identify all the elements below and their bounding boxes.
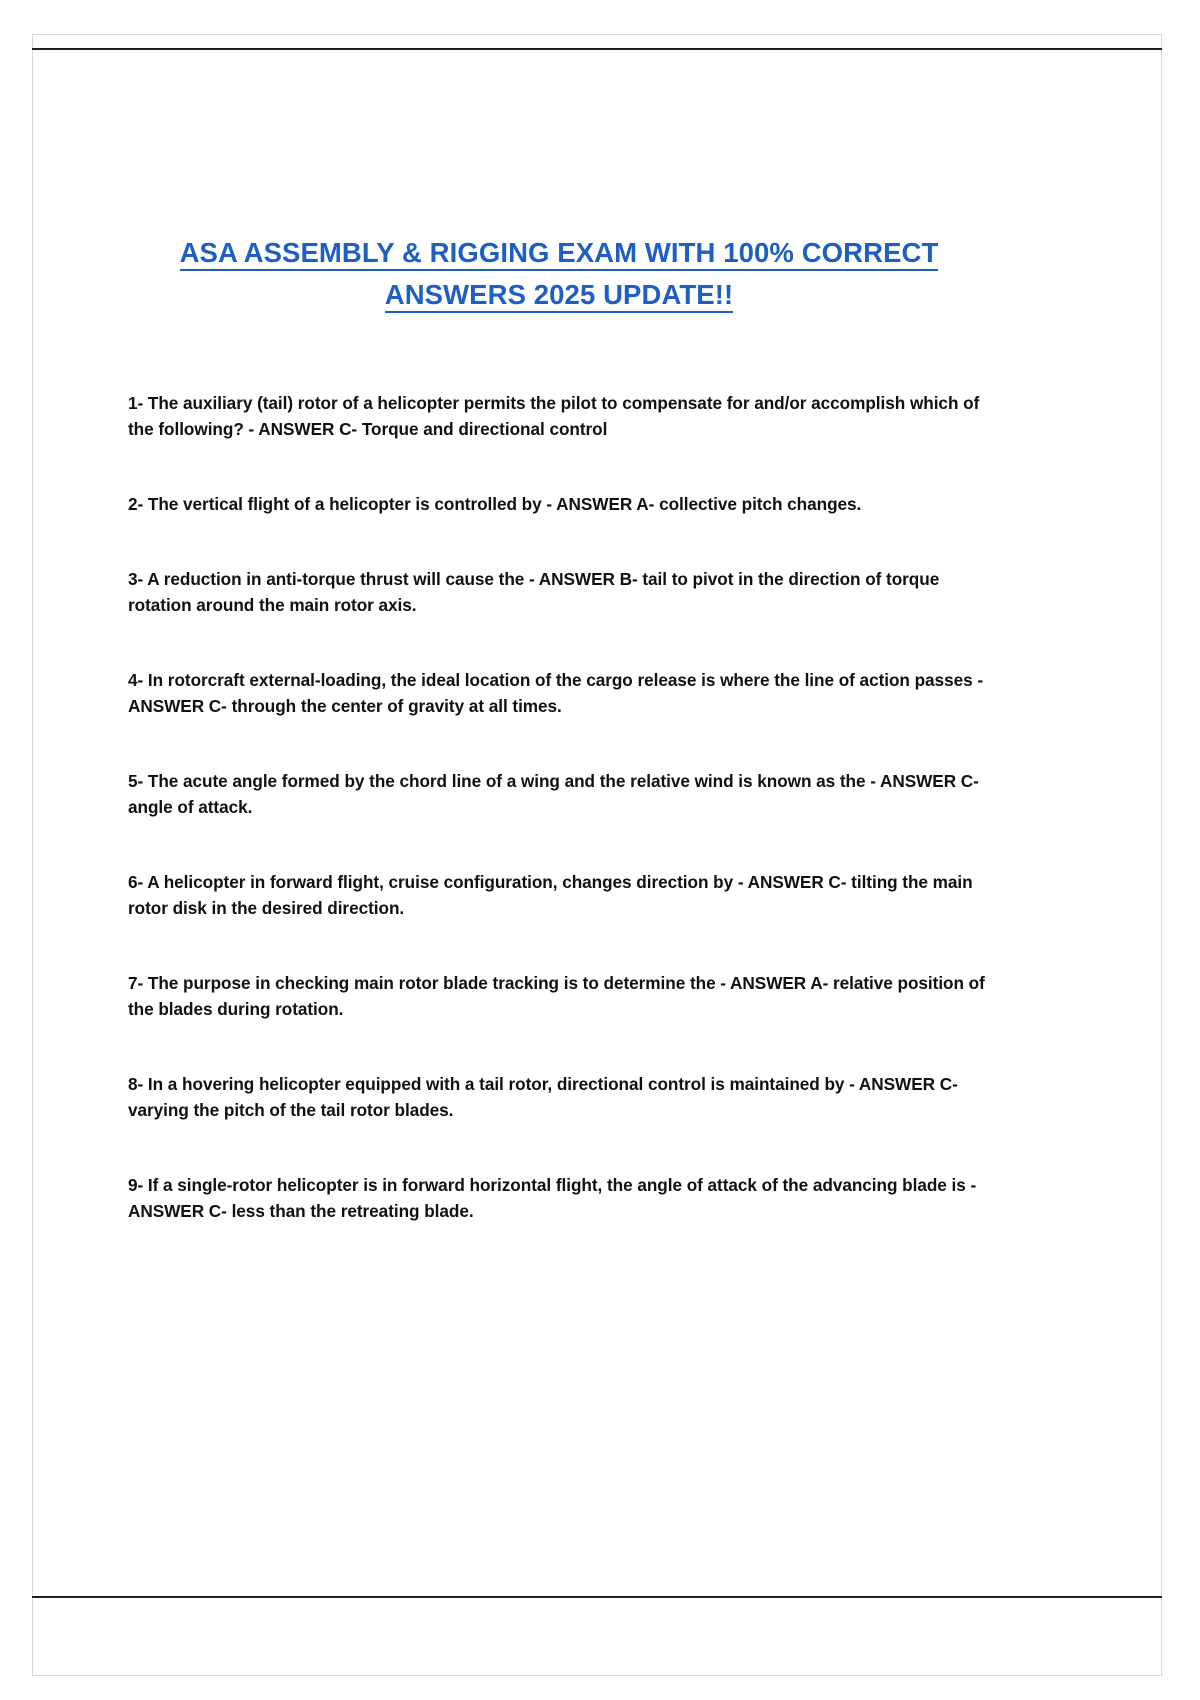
page-title-line-1: ASA ASSEMBLY & RIGGING EXAM WITH 100% CORRECT <box>128 232 990 274</box>
qa-item-2: 2- The vertical flight of a helicopter is controlled by - ANSWER A- collective pitch changes. <box>128 494 862 514</box>
qa-item-7: 7- The purpose in checking main rotor blade tracking is to determine the - ANSWER A- relative position of the blades during rotation. <box>128 973 985 1019</box>
header-rule <box>32 48 1162 50</box>
qa-item-8: 8- In a hovering helicopter equipped with a tail rotor, directional control is maintained by - ANSWER C- varying the pitch of the tail rotor blades. <box>128 1074 958 1120</box>
footer-rule <box>32 1596 1162 1598</box>
question-answer-list <box>128 390 990 1224</box>
qa-item-1: 1- The auxiliary (tail) rotor of a helicopter permits the pilot to compensate for and/or accomplish which of the following? - ANSWER C- Torque and directional control <box>128 393 980 439</box>
qa-item-3: 3- A reduction in anti-torque thrust will cause the - ANSWER B- tail to pivot in the direction of torque rotation around the main rotor axis. <box>128 569 940 615</box>
page-title <box>128 232 990 316</box>
qa-item-4: 4- In rotorcraft external-loading, the ideal location of the cargo release is where the line of action passes - ANSWER C- through the center of gravity at all times. <box>128 670 983 716</box>
page-title-line-2: ANSWERS 2025 UPDATE!! <box>128 274 990 316</box>
title-body-spacer <box>128 316 990 390</box>
qa-item-5: 5- The acute angle formed by the chord line of a wing and the relative wind is known as the - ANSWER C- angle of attack. <box>128 771 979 817</box>
qa-item-6: 6- A helicopter in forward flight, cruise configuration, changes direction by - ANSWER C- tilting the main rotor disk in the desired direction. <box>128 872 973 918</box>
qa-item-9: 9- If a single-rotor helicopter is in forward horizontal flight, the angle of attack of the advancing blade is - ANSWER C- less than the retreating blade. <box>128 1175 977 1221</box>
document-content <box>128 232 990 1273</box>
